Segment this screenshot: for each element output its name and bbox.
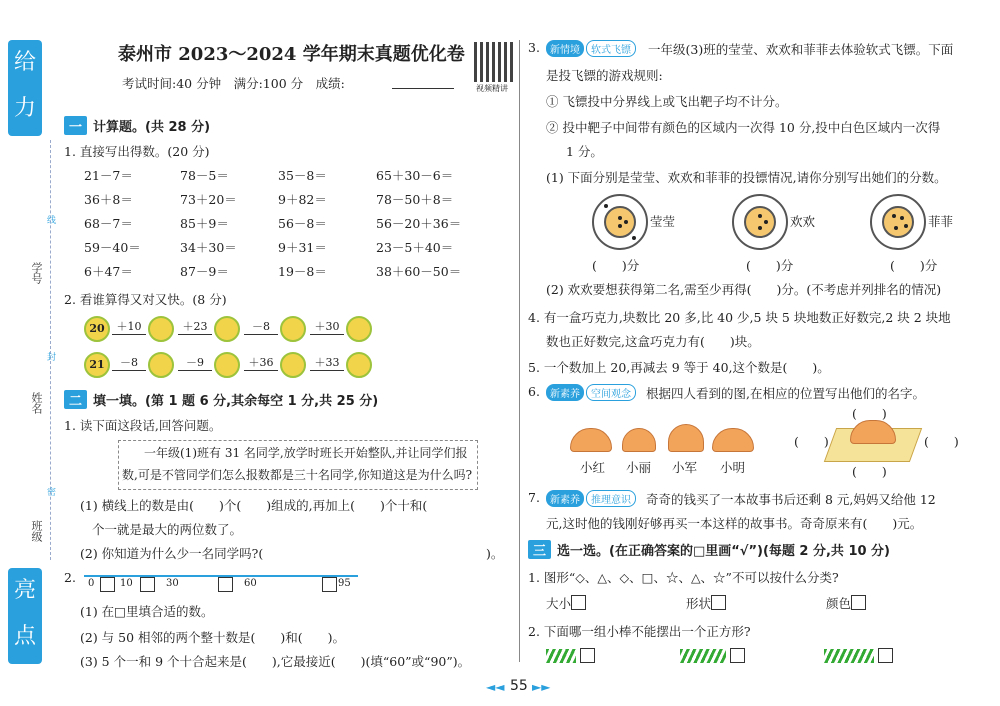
s3-q1: 1. 图形“◇、△、◇、□、☆、△、☆”不可以按什么分类? xyxy=(528,570,839,585)
q3-line2: 是投飞镖的游戏规则: xyxy=(546,68,663,83)
section3-number: 三 xyxy=(528,540,551,559)
calc-item: 78－5＝ xyxy=(180,168,229,183)
calc-item: 59－40＝ xyxy=(84,240,141,255)
calc-item: 35－8＝ xyxy=(278,168,327,183)
s2-q2-2: (2) 与 50 相邻的两个整十数是( )和( )。 xyxy=(80,630,346,645)
mark-seal: 封 xyxy=(45,352,55,361)
q6-num: 6. xyxy=(528,384,540,399)
q4b: 数也正好数完,这盒巧克力有( )块。 xyxy=(546,334,760,349)
r-q3-num: 3. xyxy=(528,40,540,55)
s2-q1-2: (2) 你知道为什么少一名同学吗?( xyxy=(80,546,264,561)
q7-tag: 新素养 xyxy=(546,490,584,507)
field-id-label: 学号 xyxy=(30,262,43,284)
name-huanhuan: 欢欢 xyxy=(790,214,816,229)
q3-tags xyxy=(546,40,636,57)
stick-box-1[interactable] xyxy=(580,648,595,663)
chain-answer-medal[interactable] xyxy=(346,316,372,342)
section1-title: 计算题。(共 28 分) xyxy=(93,120,211,135)
q7-text: 奇奇的钱买了一本故事书后还剩 8 元,妈妈又给他 12 xyxy=(646,492,936,507)
paren-right[interactable]: ( ) xyxy=(924,434,959,449)
chain-op-label: ＋36 xyxy=(244,354,278,371)
chain-answer-medal[interactable] xyxy=(346,352,372,378)
chain-op-label: ＋23 xyxy=(178,318,212,335)
score-blank-1[interactable]: ( )分 xyxy=(592,258,640,273)
section3-heading xyxy=(528,540,890,559)
paren-left[interactable]: ( ) xyxy=(794,434,829,449)
cap-xiaojun xyxy=(668,424,704,452)
q3-tag2: 软式飞镖 xyxy=(586,40,636,57)
s2-q1: 1. 读下面这段话,回答问题。 xyxy=(64,418,222,433)
section2-title: 填一填。(第 1 题 6 分,其余每空 1 分,共 25 分) xyxy=(93,394,379,409)
sidebar-tab-bottom: 亮 点 xyxy=(8,568,42,664)
field-name-label: 姓名 xyxy=(30,392,43,414)
chain-op-label: ＋30 xyxy=(310,318,344,335)
cap-xiaoming xyxy=(712,428,754,452)
q3-line1: 一年级(3)班的莹莹、欢欢和菲菲去体验软式飞镖。下面 xyxy=(648,42,954,57)
center-cap xyxy=(850,420,896,444)
section3-title: 选一选。(在正确答案的□里画“√”)(每题 2 分,共 10 分) xyxy=(557,544,891,559)
calc-item: 6＋47＝ xyxy=(84,264,133,279)
stick-opt-2[interactable] xyxy=(680,648,745,664)
score-blank-2[interactable]: ( )分 xyxy=(746,258,794,273)
calc-item: 56－20＋36＝ xyxy=(376,216,462,231)
section2-number: 二 xyxy=(64,390,87,409)
calc-item: 38＋60－50＝ xyxy=(376,264,462,279)
target-feifei xyxy=(870,194,926,250)
rule2: ② 投中靶子中间带有颜色的区域内一次得 10 分,投中白色区域内一次得 xyxy=(546,120,941,135)
q7-tags xyxy=(546,490,636,507)
target-huanhuan xyxy=(732,194,788,250)
q4: 4. 有一盒巧克力,块数比 20 多,比 40 少,5 块 5 块地数正好数完,2 块 2 块地 xyxy=(528,310,951,325)
section1-number: 一 xyxy=(64,116,87,135)
chain-op-label: －8 xyxy=(244,318,278,335)
chain1-start-medal: 20 xyxy=(84,316,110,342)
calc-item: 65＋30－6＝ xyxy=(376,168,454,183)
chain2-start-medal: 21 xyxy=(84,352,110,378)
target-yingying xyxy=(592,194,648,250)
q3-2: (2) 欢欢要想获得第二名,需至少再得( )分。(不考虑并列排名的情况) xyxy=(546,282,942,297)
q6-tag2: 空间观念 xyxy=(586,384,636,401)
q3-tag: 新情境 xyxy=(546,40,584,57)
calc-item: 73＋20＝ xyxy=(180,192,237,207)
score-blank-3[interactable]: ( )分 xyxy=(890,258,938,273)
s3-q2: 2. 下面哪一组小棒不能摆出一个正方形? xyxy=(528,624,751,639)
paren-top[interactable]: ( ) xyxy=(852,406,887,421)
s1-q1: 1. 直接写出得数。(20 分) xyxy=(64,144,210,159)
field-class-label: 班级 xyxy=(30,520,43,542)
calc-item: 19－8＝ xyxy=(278,264,327,279)
s2-q2-3: (3) 5 个一和 9 个十合起来是( ),它最接近( )(填“60”或“90”)。 xyxy=(80,654,471,669)
kid-name-4: 小明 xyxy=(720,460,746,475)
chain-op-label: －9 xyxy=(178,354,212,371)
page-title: 泰州市 2023～2024 学年期末真题优化卷 xyxy=(118,44,465,65)
binding-line xyxy=(50,140,51,560)
exam-info: 考试时间:40 分钟 满分:100 分 成绩: xyxy=(122,76,345,91)
opt-size-box[interactable] xyxy=(571,595,586,610)
stick-opt-3[interactable] xyxy=(824,648,893,664)
s1-q2: 2. 看谁算得又对又快。(8 分) xyxy=(64,292,227,307)
qr-caption: 视频精讲 xyxy=(476,84,508,93)
kid-name-2: 小丽 xyxy=(626,460,652,475)
page-number: 55 xyxy=(510,678,528,694)
q3-1: (1) 下面分别是莹莹、欢欢和菲菲的投镖情况,请你分别写出她们的分数。 xyxy=(546,170,947,185)
blank-box-2[interactable] xyxy=(140,577,155,592)
mark-line: 线 xyxy=(45,215,55,224)
calc-item: 9＋31＝ xyxy=(278,240,327,255)
sidebar-tab-top: 给 力 xyxy=(8,40,42,136)
tick-0: 0 xyxy=(88,578,95,589)
stick-opt-1[interactable] xyxy=(546,648,595,664)
mark-close: 密 xyxy=(45,487,55,496)
q6-tags xyxy=(546,384,636,401)
chain-answer-medal[interactable] xyxy=(280,352,306,378)
calc-item: 9＋82＝ xyxy=(278,192,327,207)
opt-color-box[interactable] xyxy=(851,595,866,610)
tick-10: 10 xyxy=(120,578,133,589)
qr-code[interactable] xyxy=(474,42,514,82)
sticks-icon xyxy=(680,649,726,663)
opt-shape-box[interactable] xyxy=(711,595,726,610)
q7-tag2: 推理意识 xyxy=(586,490,636,507)
sticks-icon xyxy=(824,649,874,663)
calc-item: 68－7＝ xyxy=(84,216,133,231)
cap-xiaoli xyxy=(622,428,656,452)
passage-line1: 一年级(1)班有 31 名同学,放学时班长开始整队,并让同学们报 xyxy=(144,446,468,460)
s2-q1-1b: 个一就是最大的两位数了。 xyxy=(92,522,243,537)
paren-bottom[interactable]: ( ) xyxy=(852,464,887,479)
calc-item: 23－5＋40＝ xyxy=(376,240,454,255)
q5: 5. 一个数加上 20,再减去 9 等于 40,这个数是( )。 xyxy=(528,360,830,375)
opt-color-label: 颜色 xyxy=(826,596,852,611)
calc-item: 36＋8＝ xyxy=(84,192,133,207)
tick-60: 60 xyxy=(244,578,257,589)
chain-answer-medal[interactable] xyxy=(214,352,240,378)
opt-shape-label: 形状 xyxy=(686,596,712,611)
chain-answer-medal[interactable] xyxy=(148,316,174,342)
calc-item: 21－7＝ xyxy=(84,168,133,183)
opt-color[interactable] xyxy=(826,594,866,612)
chain-answer-medal[interactable] xyxy=(148,352,174,378)
chain-op-label: －8 xyxy=(112,354,146,371)
sticks-icon xyxy=(546,649,576,663)
s2-q1-2-end: )。 xyxy=(486,546,504,561)
chain-op-label: ＋10 xyxy=(112,318,146,335)
calc-item: 56－8＝ xyxy=(278,216,327,231)
blank-box-1[interactable] xyxy=(100,577,115,592)
score-line xyxy=(392,88,454,89)
q7b: 元,这时他的钱刚好够再买一本这样的故事书。奇奇原来有( )元。 xyxy=(546,516,923,531)
calc-item: 85＋9＝ xyxy=(180,216,229,231)
stick-box-2[interactable] xyxy=(730,648,745,663)
calc-item: 78－50＋8＝ xyxy=(376,192,454,207)
calc-item: 34＋30＝ xyxy=(180,240,237,255)
s2-q2-1: (1) 在□里填合适的数。 xyxy=(80,604,214,619)
stick-box-3[interactable] xyxy=(878,648,893,663)
kid-name-3: 小军 xyxy=(672,460,698,475)
name-feifei: 菲菲 xyxy=(928,214,954,229)
blank-box-4[interactable] xyxy=(322,577,337,592)
opt-size-label: 大小 xyxy=(546,596,572,611)
calc-item: 87－9＝ xyxy=(180,264,229,279)
tick-95: 95 xyxy=(338,578,351,589)
page-next-icon[interactable]: ►► xyxy=(532,680,551,694)
chain-op-label: ＋33 xyxy=(310,354,344,371)
opt-shape[interactable] xyxy=(686,594,726,612)
q7-num: 7. xyxy=(528,490,540,505)
page-prev-icon[interactable]: ◄◄ xyxy=(486,680,505,694)
passage-line2: 数,可是不管同学们怎么报数都是三十名同学,你知道这是为什么吗? xyxy=(122,468,473,482)
chain-answer-medal[interactable] xyxy=(214,316,240,342)
section2-heading xyxy=(64,390,378,409)
kid-name-1: 小红 xyxy=(580,460,606,475)
column-divider xyxy=(519,40,520,662)
q6-tag: 新素养 xyxy=(546,384,584,401)
chain-answer-medal[interactable] xyxy=(280,316,306,342)
rule2b: 1 分。 xyxy=(566,144,603,159)
s2-q1-1: (1) 横线上的数是由( )个( )组成的,再加上( )个十和( xyxy=(80,498,428,513)
tick-30: 30 xyxy=(166,578,179,589)
q6-text: 根据四人看到的图,在相应的位置写出他们的名字。 xyxy=(646,386,925,401)
opt-size[interactable] xyxy=(546,594,586,612)
cap-xiaohong xyxy=(570,428,612,452)
blank-box-3[interactable] xyxy=(218,577,233,592)
name-yingying: 莹莹 xyxy=(650,214,676,229)
s2-q2: 2. xyxy=(64,570,76,585)
rule1: ① 飞镖投中分界线上或飞出靶子均不计分。 xyxy=(546,94,788,109)
section1-heading xyxy=(64,116,210,135)
